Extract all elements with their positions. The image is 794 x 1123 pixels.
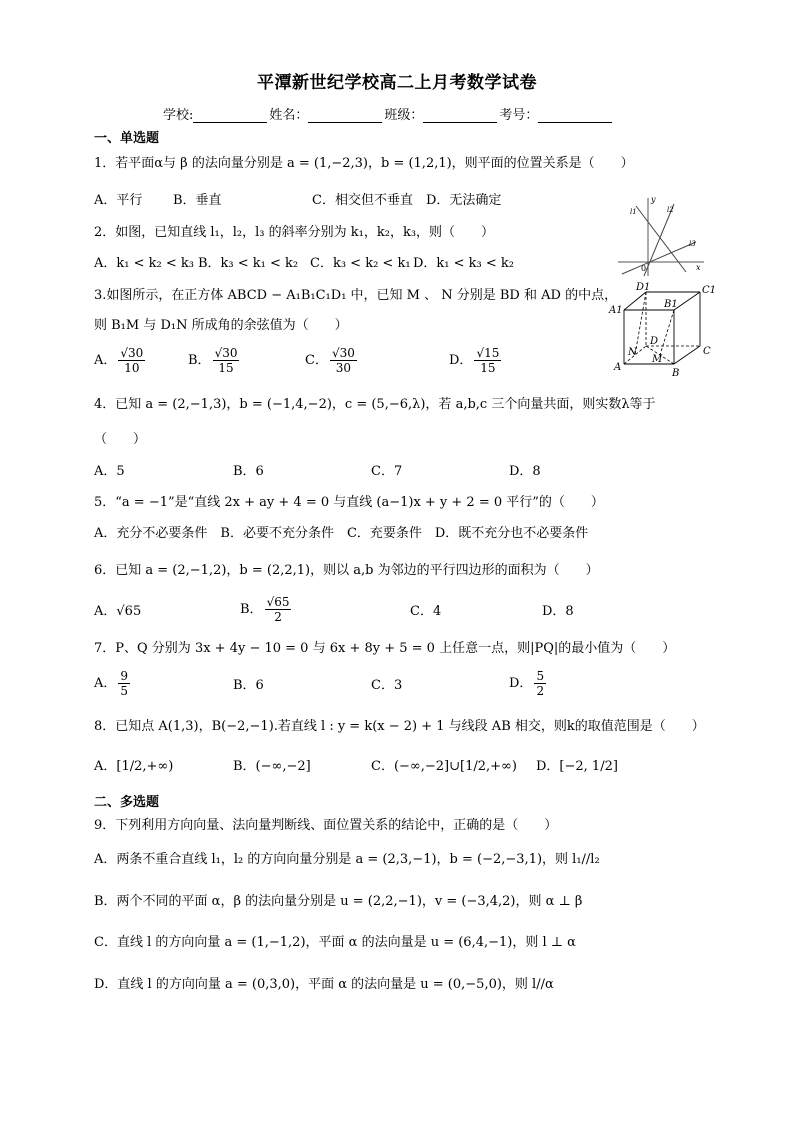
cube-label-n: N (628, 347, 637, 358)
q2-option-b: B．k₃ < k₁ < k₂ (198, 256, 299, 271)
section-multi-choice: 二、多选题 (94, 795, 160, 810)
q9-stem: 9．下列利用方向向量、法向量判断线、面位置关系的结论中，正确的是（ ） (94, 818, 558, 833)
q4-stem-line2: （ ） (94, 432, 147, 447)
q7-a-denominator: 5 (120, 684, 129, 698)
q6-b-denominator: 2 (274, 610, 282, 624)
q7-option-d (509, 669, 548, 698)
q6-b-label: B． (240, 602, 263, 617)
exam-no-field (499, 104, 614, 123)
q9-option-b: B．两个不同的平面 α，β 的法向量分别是 u = (2,2,−1)，v = (−3,4,2)，则 α ⊥ β (94, 894, 583, 909)
q7-a-numerator: 9 (120, 669, 129, 683)
q4-option-d: D．8 (509, 464, 541, 479)
school-field (163, 104, 269, 123)
q9-option-c: C．直线 l 的方向向量 a = (1,−1,2)，平面 α 的法向量是 u = (6,4,−1)，则 l ⊥ α (94, 935, 576, 950)
name-field (269, 104, 384, 123)
q9-option-a: A．两条不重合直线 l₁，l₂ 的方向向量分别是 a = (2,3,−1)，b = (−2,−3,1)，则 l₁//l₂ (94, 852, 600, 867)
q5-stem: 5．“a = −1”是“直线 2x + ay + 4 = 0 与直线 (a−1)x + y + 2 = 0 平行”的（ ） (94, 495, 604, 510)
q3-d-denominator: 15 (480, 361, 496, 375)
class-label: 班级： (384, 108, 424, 123)
q7-d-numerator: 5 (536, 669, 545, 683)
q8-stem: 8．已知点 A(1,3)，B(−2,−1).若直线 l : y = k(x − 2) + 1 与线段 AB 相交，则k的取值范围是（ ） (94, 719, 705, 734)
q3-option-d (449, 346, 503, 375)
q7-d-denominator: 2 (536, 684, 545, 698)
q7-option-c: C．3 (371, 678, 403, 693)
q1-option-b: B．垂直 (173, 193, 222, 208)
q3-d-label: D． (449, 353, 473, 368)
lines-figure (614, 192, 706, 278)
cube-label-b1: B1 (664, 299, 678, 310)
cube-label-b: B (672, 368, 680, 379)
cube-label-c1: C1 (702, 285, 717, 296)
q6-b-fraction (265, 595, 292, 624)
q2-stem: 2．如图，已知直线 l₁，l₂，l₃ 的斜率分别为 k₁，k₂，k₃，则（ ） (94, 225, 495, 240)
edge-a1d1 (624, 292, 646, 310)
page-title: 平潭新世纪学校高二上月考数学试卷 (257, 73, 537, 93)
name-label: 姓名： (269, 108, 309, 123)
q3-b-numerator: √30 (214, 346, 238, 360)
q3-b-fraction (213, 346, 240, 375)
q3-stem-line1: 3.如图所示，在正方体 ABCD − A₁B₁C₁D₁ 中，已知 M 、 N 分别是 BD 和 AD 的中点， (94, 288, 618, 303)
q8-option-b: B．(−∞,−2] (233, 759, 311, 774)
q3-a-label: A． (94, 353, 117, 368)
l1-label: l1 (630, 208, 637, 216)
exam-no-blank[interactable] (538, 110, 612, 123)
q2-option-a: A．k₁ < k₂ < k₃ (94, 256, 194, 271)
q3-option-c (305, 346, 359, 375)
q2-option-c: C．k₃ < k₂ < k₁ (310, 256, 411, 271)
q6-option-d: D．8 (542, 604, 574, 619)
q7-a-fraction (118, 669, 130, 698)
line-l3 (622, 242, 696, 274)
q4-option-b: B．6 (233, 464, 264, 479)
class-blank[interactable] (423, 110, 497, 123)
cube-label-a1: A1 (609, 305, 623, 316)
cube-label-a: A (614, 362, 622, 373)
q1-option-a: A．平行 (94, 193, 143, 208)
school-blank[interactable] (193, 110, 267, 123)
q3-d-numerator: √15 (476, 346, 500, 360)
q3-option-b (188, 346, 241, 375)
q3-c-denominator: 30 (335, 361, 352, 375)
q3-a-fraction (118, 346, 145, 375)
q1-stem: 1．若平面α与 β 的法向量分别是 a = (1,−2,3)，b = (1,2,1)，则平面的位置关系是（ ） (94, 156, 634, 171)
q6-option-a: A．√65 (94, 604, 142, 619)
segment-d1n (635, 292, 646, 355)
q3-c-label: C． (305, 353, 328, 368)
section-single-choice: 一、单选题 (94, 131, 160, 146)
y-axis-label: y (651, 195, 656, 204)
l2-label: l2 (667, 206, 674, 214)
q3-d-fraction (474, 346, 501, 375)
l3-label: l3 (689, 240, 696, 248)
q6-b-numerator: √65 (266, 595, 290, 609)
q2-option-d: D．k₁ < k₃ < k₂ (413, 256, 515, 271)
q6-option-b (240, 595, 293, 624)
exam-no-label: 考号： (499, 108, 539, 123)
q7-d-label: D． (509, 676, 533, 691)
q3-stem-line2: 则 B₁M 与 D₁N 所成角的余弦值为（ ） (94, 318, 348, 333)
q3-option-a (94, 346, 147, 375)
q7-stem: 7．P、Q 分别为 3x + 4y − 10 = 0 与 6x + 8y + 5 = 0 上任意一点，则|PQ|的最小值为（ ） (94, 641, 676, 656)
q4-option-a: A．5 (94, 464, 125, 479)
cube-label-m: M (652, 354, 663, 365)
student-info-line (163, 104, 614, 123)
name-blank[interactable] (308, 110, 382, 123)
q3-c-fraction (330, 346, 357, 375)
q7-option-b: B．6 (233, 678, 264, 693)
q7-option-a (94, 669, 132, 698)
origin-label: 0 (641, 264, 647, 273)
q8-option-c: C．(−∞,−2]∪[1/2,+∞) (371, 759, 517, 774)
q9-option-d: D．直线 l 的方向向量 a = (0,3,0)，平面 α 的法向量是 u = (0,−5,0)，则 l//α (94, 977, 554, 992)
cube-figure (606, 280, 724, 380)
q3-a-numerator: √30 (120, 346, 144, 360)
q8-option-a: A．[1/2,+∞) (94, 759, 174, 774)
edge-b1c1 (674, 292, 700, 310)
class-field (384, 104, 499, 123)
q4-stem-line1: 4．已知 a = (2,−1,3)，b = (−1,4,−2)，c = (5,−6,λ)，若 a,b,c 三个向量共面，则实数λ等于 (94, 397, 656, 412)
school-label: 学校: (163, 108, 194, 123)
cube-label-c: C (703, 346, 711, 357)
cube-label-d1: D1 (636, 282, 651, 293)
q4-option-c: C．7 (371, 464, 403, 479)
edge-bc (674, 346, 700, 364)
q7-d-fraction (534, 669, 546, 698)
segment-b1m (660, 310, 674, 355)
cube-label-d: D (650, 336, 659, 347)
q8-option-d: D．[−2, 1/2] (536, 759, 618, 774)
q3-a-denominator: 10 (124, 361, 140, 375)
q1-option-c: C．相交但不垂直 (312, 193, 413, 208)
q3-b-denominator: 15 (218, 361, 234, 375)
q6-stem: 6．已知 a = (2,−1,2)，b = (2,2,1)，则以 a,b 为邻边的平行四边形的面积为（ ） (94, 563, 599, 578)
q3-c-numerator: √30 (331, 346, 355, 360)
q7-a-label: A． (94, 676, 117, 691)
q1-option-d: D．无法确定 (426, 193, 502, 208)
q5-options: A．充分不必要条件 B．必要不充分条件 C．充要条件 D．既不充分也不必要条件 (94, 526, 589, 541)
x-axis-label: x (696, 263, 701, 272)
q3-b-label: B． (188, 353, 211, 368)
q6-option-c: C．4 (410, 604, 442, 619)
